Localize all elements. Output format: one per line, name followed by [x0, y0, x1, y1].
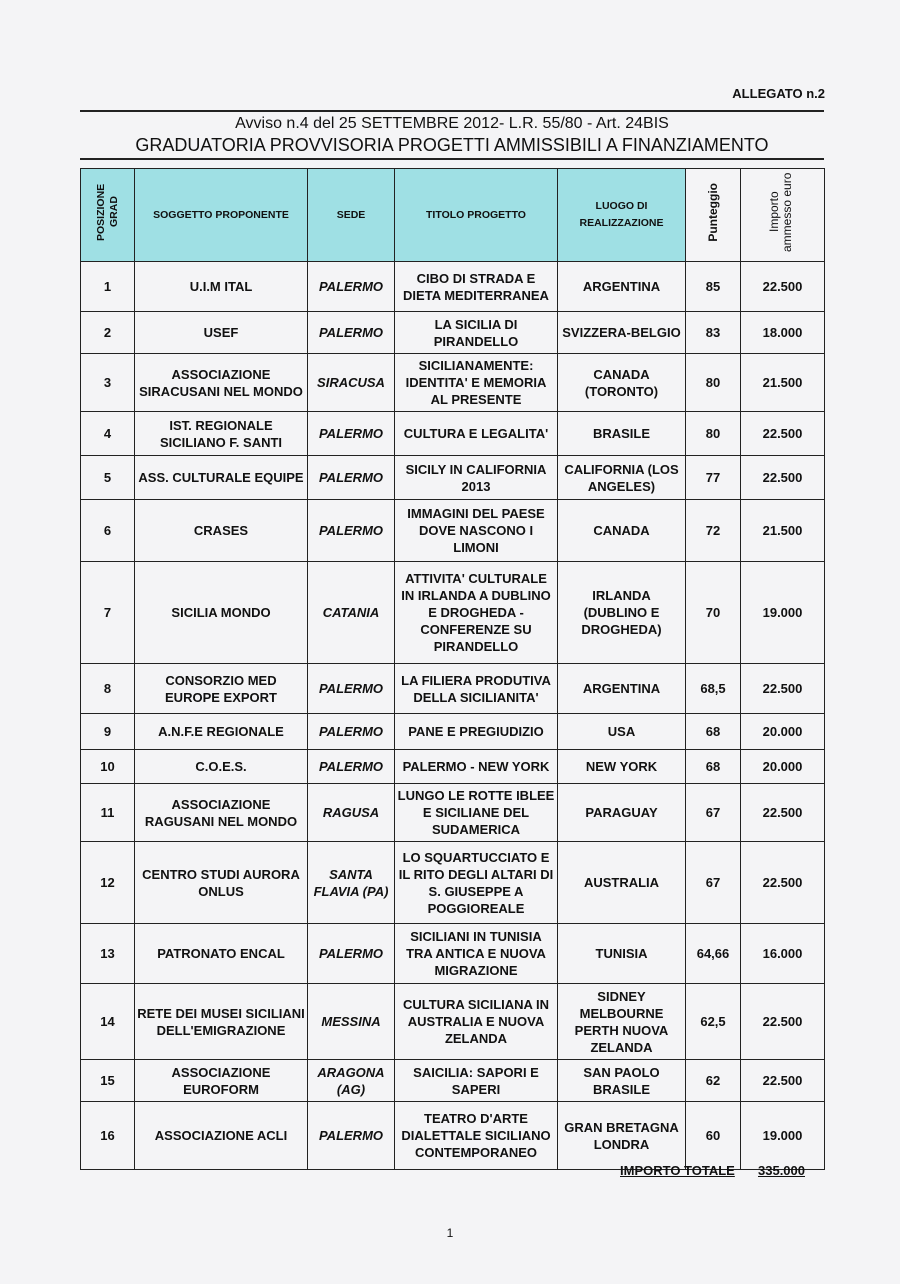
amount-cell: 21.500	[741, 354, 825, 412]
location-cell: BRASILE	[558, 412, 686, 456]
position-cell: 13	[81, 924, 135, 984]
amount-cell: 22.500	[741, 456, 825, 500]
header-seat: SEDE	[308, 169, 395, 262]
position-cell: 7	[81, 562, 135, 664]
score-cell: 80	[686, 412, 741, 456]
project-title-cell: PALERMO - NEW YORK	[395, 750, 558, 784]
position-cell: 2	[81, 312, 135, 354]
position-cell: 16	[81, 1102, 135, 1170]
applicant-cell: A.N.F.E REGIONALE	[135, 714, 308, 750]
header-applicant: SOGGETTO PROPONENTE	[135, 169, 308, 262]
position-cell: 9	[81, 714, 135, 750]
location-cell: IRLANDA (DUBLINO E DROGHEDA)	[558, 562, 686, 664]
project-title-cell: SICILY IN CALIFORNIA 2013	[395, 456, 558, 500]
amount-cell: 22.500	[741, 412, 825, 456]
seat-cell: PALERMO	[308, 1102, 395, 1170]
ranking-table	[80, 168, 825, 1170]
project-title-cell: LO SQUARTUCCIATO E IL RITO DEGLI ALTARI DI S. GIUSEPPE A POGGIOREALE	[395, 842, 558, 924]
location-cell: USA	[558, 714, 686, 750]
score-cell: 68	[686, 750, 741, 784]
table-row	[81, 1060, 825, 1102]
amount-cell: 18.000	[741, 312, 825, 354]
score-cell: 62,5	[686, 984, 741, 1060]
applicant-cell: IST. REGIONALE SICILIANO F. SANTI	[135, 412, 308, 456]
seat-cell: PALERMO	[308, 924, 395, 984]
seat-cell: SIRACUSA	[308, 354, 395, 412]
location-cell: SIDNEY MELBOURNE PERTH NUOVA ZELANDA	[558, 984, 686, 1060]
seat-cell: PALERMO	[308, 412, 395, 456]
table-row	[81, 262, 825, 312]
table-row	[81, 312, 825, 354]
project-title-cell: CULTURA E LEGALITA'	[395, 412, 558, 456]
header-amount: Importo ammesso euro	[741, 169, 825, 262]
score-cell: 85	[686, 262, 741, 312]
applicant-cell: PATRONATO ENCAL	[135, 924, 308, 984]
amount-cell: 21.500	[741, 500, 825, 562]
applicant-cell: RETE DEI MUSEI SICILIANI DELL'EMIGRAZIONE	[135, 984, 308, 1060]
project-title-cell: SICILIANAMENTE: IDENTITA' E MEMORIA AL PRESENTE	[395, 354, 558, 412]
score-cell: 60	[686, 1102, 741, 1170]
amount-cell: 20.000	[741, 750, 825, 784]
position-cell: 1	[81, 262, 135, 312]
project-title-cell: CULTURA SICILIANA IN AUSTRALIA E NUOVA ZELANDA	[395, 984, 558, 1060]
attachment-label: ALLEGATO n.2	[732, 86, 825, 101]
project-title-cell: TEATRO D'ARTE DIALETTALE SICILIANO CONTEMPORANEO	[395, 1102, 558, 1170]
table-row	[81, 1102, 825, 1170]
table-row	[81, 354, 825, 412]
score-cell: 77	[686, 456, 741, 500]
score-cell: 67	[686, 784, 741, 842]
project-title-cell: PANE E PREGIUDIZIO	[395, 714, 558, 750]
score-cell: 68,5	[686, 664, 741, 714]
page-number: 1	[446, 1226, 454, 1240]
applicant-cell: CONSORZIO MED EUROPE EXPORT	[135, 664, 308, 714]
header-position: POSIZIONE GRAD	[81, 169, 135, 262]
location-cell: CANADA	[558, 500, 686, 562]
applicant-cell: CENTRO STUDI AURORA ONLUS	[135, 842, 308, 924]
table-row	[81, 664, 825, 714]
project-title-cell: SICILIANI IN TUNISIA TRA ANTICA E NUOVA MIGRAZIONE	[395, 924, 558, 984]
score-cell: 80	[686, 354, 741, 412]
seat-cell: PALERMO	[308, 714, 395, 750]
table-row	[81, 842, 825, 924]
score-cell: 70	[686, 562, 741, 664]
seat-cell: MESSINA	[308, 984, 395, 1060]
seat-cell: RAGUSA	[308, 784, 395, 842]
applicant-cell: SICILIA MONDO	[135, 562, 308, 664]
amount-cell: 22.500	[741, 664, 825, 714]
amount-cell: 22.500	[741, 784, 825, 842]
location-cell: AUSTRALIA	[558, 842, 686, 924]
amount-cell: 19.000	[741, 562, 825, 664]
header-score: Punteggio	[686, 169, 741, 262]
amount-cell: 16.000	[741, 924, 825, 984]
position-cell: 6	[81, 500, 135, 562]
amount-cell: 22.500	[741, 842, 825, 924]
score-cell: 72	[686, 500, 741, 562]
applicant-cell: ASS. CULTURALE EQUIPE	[135, 456, 308, 500]
table-row	[81, 924, 825, 984]
applicant-cell: USEF	[135, 312, 308, 354]
table-row	[81, 984, 825, 1060]
table-row	[81, 784, 825, 842]
project-title-cell: LUNGO LE ROTTE IBLEE E SICILIANE DEL SUDAMERICA	[395, 784, 558, 842]
applicant-cell: ASSOCIAZIONE SIRACUSANI NEL MONDO	[135, 354, 308, 412]
project-title-cell: CIBO DI STRADA E DIETA MEDITERRANEA	[395, 262, 558, 312]
table-header-row	[81, 169, 825, 262]
applicant-cell: ASSOCIAZIONE ACLI	[135, 1102, 308, 1170]
score-cell: 64,66	[686, 924, 741, 984]
position-cell: 5	[81, 456, 135, 500]
seat-cell: ARAGONA (AG)	[308, 1060, 395, 1102]
applicant-cell: U.I.M ITAL	[135, 262, 308, 312]
location-cell: SVIZZERA-BELGIO	[558, 312, 686, 354]
amount-cell: 22.500	[741, 262, 825, 312]
position-cell: 14	[81, 984, 135, 1060]
location-cell: CALIFORNIA (LOS ANGELES)	[558, 456, 686, 500]
position-cell: 4	[81, 412, 135, 456]
amount-cell: 19.000	[741, 1102, 825, 1170]
applicant-cell: ASSOCIAZIONE RAGUSANI NEL MONDO	[135, 784, 308, 842]
table-row	[81, 714, 825, 750]
seat-cell: PALERMO	[308, 500, 395, 562]
header-location: LUOGO DI REALIZZAZIONE	[558, 169, 686, 262]
position-cell: 11	[81, 784, 135, 842]
location-cell: NEW YORK	[558, 750, 686, 784]
position-cell: 15	[81, 1060, 135, 1102]
project-title-cell: IMMAGINI DEL PAESE DOVE NASCONO I LIMONI	[395, 500, 558, 562]
table-row	[81, 456, 825, 500]
location-cell: GRAN BRETAGNA LONDRA	[558, 1102, 686, 1170]
seat-cell: PALERMO	[308, 312, 395, 354]
seat-cell: PALERMO	[308, 262, 395, 312]
location-cell: CANADA (TORONTO)	[558, 354, 686, 412]
location-cell: SAN PAOLO BRASILE	[558, 1060, 686, 1102]
seat-cell: PALERMO	[308, 664, 395, 714]
score-cell: 62	[686, 1060, 741, 1102]
title-box	[80, 110, 824, 160]
position-cell: 8	[81, 664, 135, 714]
table-row	[81, 562, 825, 664]
score-cell: 67	[686, 842, 741, 924]
score-cell: 83	[686, 312, 741, 354]
position-cell: 10	[81, 750, 135, 784]
project-title-cell: LA FILIERA PRODUTIVA DELLA SICILIANITA'	[395, 664, 558, 714]
position-cell: 12	[81, 842, 135, 924]
amount-cell: 22.500	[741, 984, 825, 1060]
location-cell: ARGENTINA	[558, 664, 686, 714]
seat-cell: PALERMO	[308, 456, 395, 500]
score-cell: 68	[686, 714, 741, 750]
project-title-cell: ATTIVITA' CULTURALE IN IRLANDA A DUBLINO E DROGHEDA - CONFERENZE SU PIRANDELLO	[395, 562, 558, 664]
total-label: IMPORTO TOTALE	[620, 1163, 735, 1178]
page-title: GRADUATORIA PROVVISORIA PROGETTI AMMISSIBILI A FINANZIAMENTO	[135, 135, 769, 155]
project-title-cell: SAICILIA: SAPORI E SAPERI	[395, 1060, 558, 1102]
header-project-title: TITOLO PROGETTO	[395, 169, 558, 262]
amount-cell: 22.500	[741, 1060, 825, 1102]
seat-cell: PALERMO	[308, 750, 395, 784]
applicant-cell: C.O.E.S.	[135, 750, 308, 784]
total-value: 335.000	[758, 1163, 805, 1178]
location-cell: PARAGUAY	[558, 784, 686, 842]
location-cell: ARGENTINA	[558, 262, 686, 312]
amount-cell: 20.000	[741, 714, 825, 750]
location-cell: TUNISIA	[558, 924, 686, 984]
project-title-cell: LA SICILIA DI PIRANDELLO	[395, 312, 558, 354]
applicant-cell: ASSOCIAZIONE EUROFORM	[135, 1060, 308, 1102]
position-cell: 3	[81, 354, 135, 412]
applicant-cell: CRASES	[135, 500, 308, 562]
seat-cell: CATANIA	[308, 562, 395, 664]
notice-subtitle: Avviso n.4 del 25 SETTEMBRE 2012- L.R. 55/80 - Art. 24BIS	[235, 115, 669, 132]
table-row	[81, 750, 825, 784]
table-row	[81, 412, 825, 456]
table-row	[81, 500, 825, 562]
seat-cell: SANTA FLAVIA (PA)	[308, 842, 395, 924]
